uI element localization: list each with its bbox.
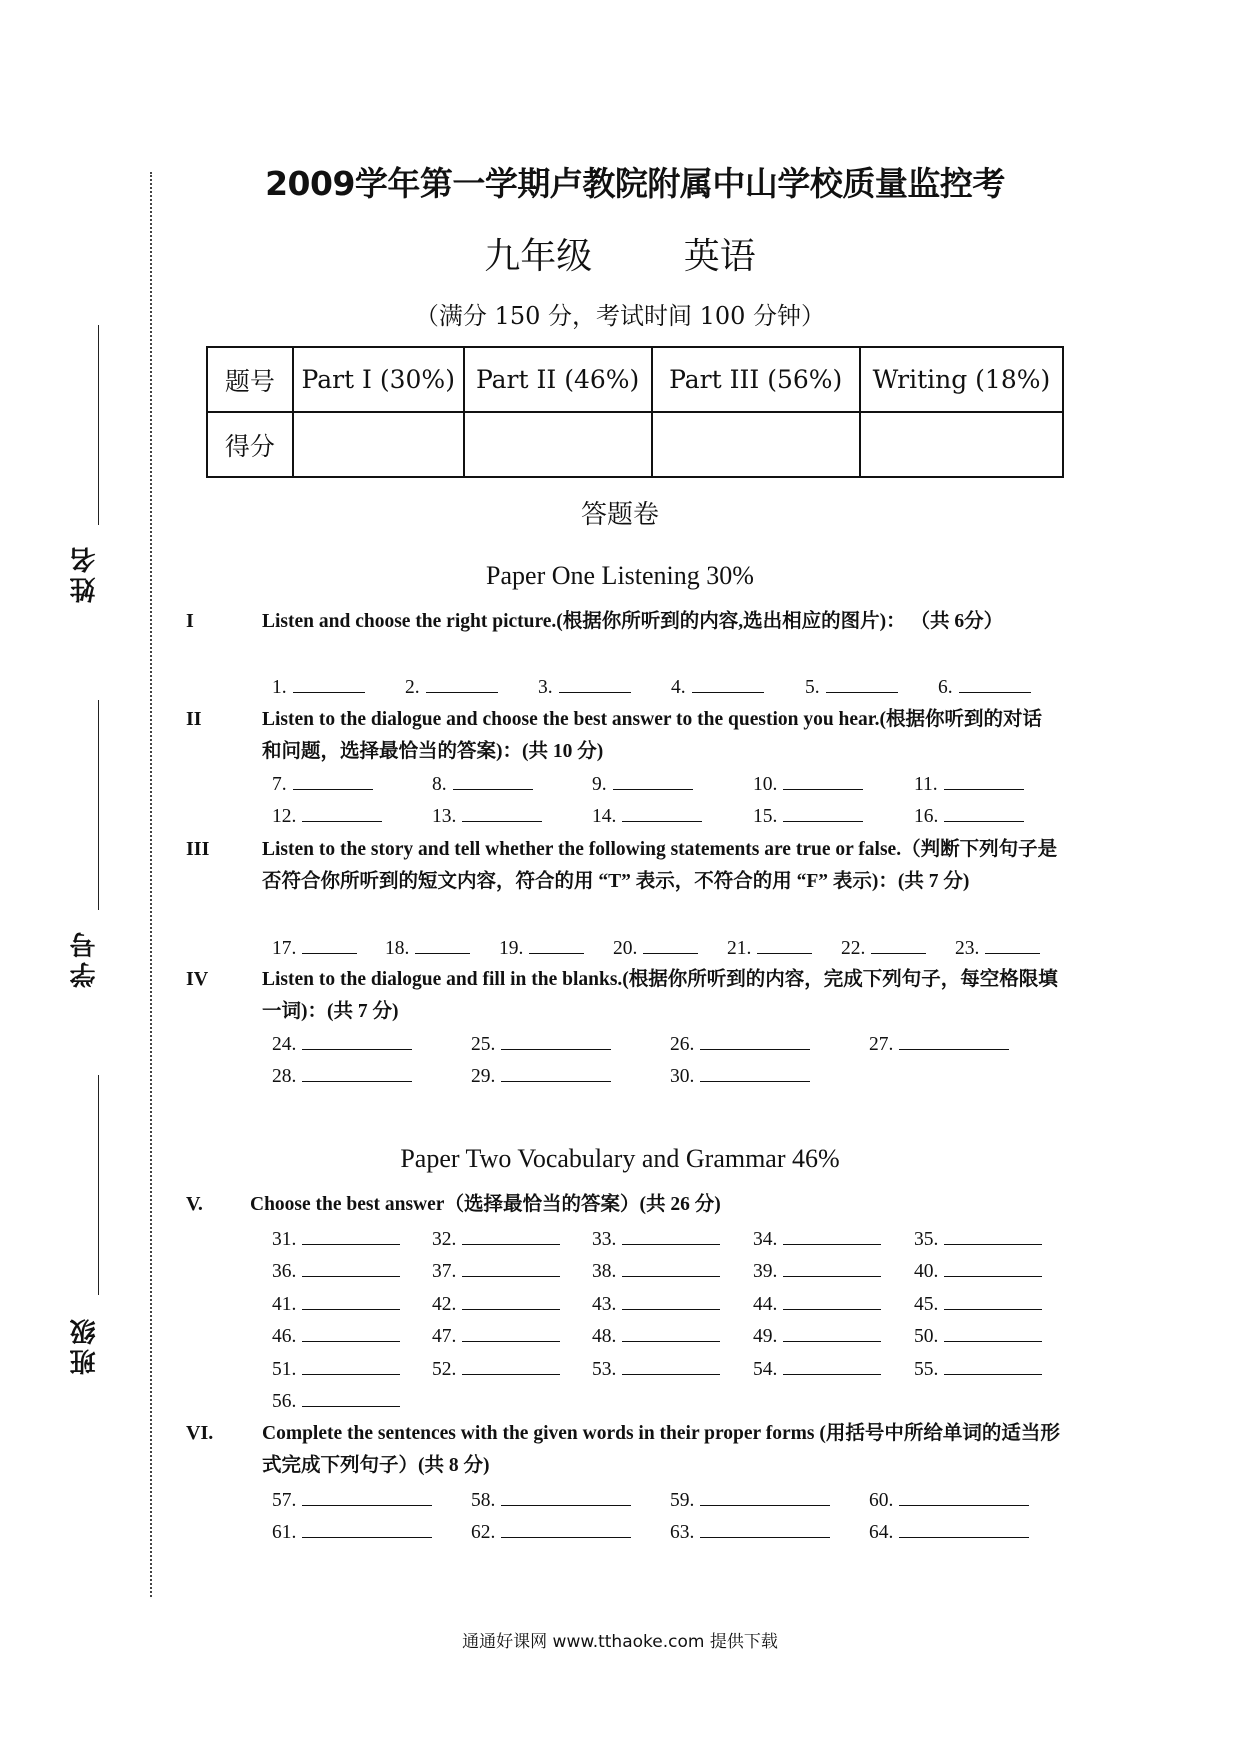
answer-blank-line[interactable] — [415, 935, 470, 954]
answer-blank-5[interactable] — [805, 674, 898, 699]
answer-blank-42[interactable] — [432, 1291, 560, 1316]
answer-blank-line[interactable] — [959, 674, 1031, 693]
answer-blank-55[interactable] — [914, 1356, 1042, 1381]
answer-blank-number: 27. — [869, 1034, 894, 1055]
answer-blank-number: 64. — [869, 1522, 894, 1543]
answer-blank-14[interactable] — [592, 803, 702, 828]
answer-blank-number: 51. — [272, 1359, 297, 1380]
answer-blank-line[interactable] — [700, 1063, 810, 1082]
answer-blank-50[interactable] — [914, 1323, 1042, 1348]
answer-blank-number: 60. — [869, 1490, 894, 1511]
answer-blank-line[interactable] — [302, 1063, 412, 1082]
row-label-score: 得分 — [207, 412, 293, 477]
answer-blank-number: 47. — [432, 1326, 457, 1347]
answer-blank-number: 33. — [592, 1229, 617, 1250]
header-part-1: Part I (30%) — [293, 347, 464, 412]
answer-blank-number: 63. — [670, 1522, 695, 1543]
answer-blank-56[interactable] — [272, 1388, 400, 1413]
answer-blank-number: 44. — [753, 1294, 778, 1315]
answer-blank-line[interactable] — [700, 1031, 810, 1050]
answer-blank-line[interactable] — [622, 1356, 720, 1375]
answer-blank-number: 22. — [841, 938, 866, 959]
answer-blank-17[interactable] — [272, 935, 357, 960]
answer-blank-line[interactable] — [783, 1356, 881, 1375]
answer-blank-line[interactable] — [501, 1519, 631, 1538]
score-cell-part-2[interactable] — [464, 412, 652, 477]
answer-blank-60[interactable] — [869, 1487, 1029, 1512]
answer-blank-line[interactable] — [643, 935, 698, 954]
student-id-label: 学号 — [70, 928, 100, 988]
answer-blank-line[interactable] — [453, 771, 533, 790]
answer-blank-number: 41. — [272, 1294, 297, 1315]
answer-blank-line[interactable] — [293, 674, 365, 693]
answer-blank-line[interactable] — [501, 1063, 611, 1082]
answer-blank-line[interactable] — [302, 1388, 400, 1407]
class-field[interactable] — [66, 1075, 106, 1395]
answer-blank-line[interactable] — [783, 1226, 881, 1245]
answer-blank-line[interactable] — [426, 674, 498, 693]
answer-blank-number: 30. — [670, 1066, 695, 1087]
answer-blank-number: 10. — [753, 774, 778, 795]
paper-two-title: Paper Two Vocabulary and Grammar 46% — [400, 1144, 840, 1173]
answer-blank-39[interactable] — [753, 1258, 881, 1283]
answer-blank-line[interactable] — [529, 935, 584, 954]
answer-blank-line[interactable] — [501, 1487, 631, 1506]
exam-note: （满分 150 分，考试时间 100 分钟） — [414, 302, 826, 330]
answer-blank-1[interactable] — [272, 674, 365, 699]
answer-blank-23[interactable] — [955, 935, 1040, 960]
answer-blank-25[interactable] — [471, 1031, 611, 1056]
header-writing: Writing (18%) — [860, 347, 1063, 412]
answer-blank-line[interactable] — [899, 1487, 1029, 1506]
answer-blank-line[interactable] — [302, 1031, 412, 1050]
answer-blank-line[interactable] — [462, 1323, 560, 1342]
question-num-3: III — [186, 838, 210, 860]
answer-blank-line[interactable] — [302, 1323, 400, 1342]
answer-blank-36[interactable] — [272, 1258, 400, 1283]
answer-blank-31[interactable] — [272, 1226, 400, 1251]
answer-blank-line[interactable] — [944, 1258, 1042, 1277]
answer-blank-16[interactable] — [914, 803, 1024, 828]
answer-blank-number: 43. — [592, 1294, 617, 1315]
answer-blank-64[interactable] — [869, 1519, 1029, 1544]
answer-blank-41[interactable] — [272, 1291, 400, 1316]
answer-blank-line[interactable] — [302, 935, 357, 954]
answer-blank-line[interactable] — [944, 1356, 1042, 1375]
answer-blank-number: 20. — [613, 938, 638, 959]
answer-blank-number: 46. — [272, 1326, 297, 1347]
question-text-3: Listen to the story and tell whether the following statements are true or false.（判断下列句子是否符合你所听到的短文内容，符合的用 “T” 表示，不符合的用 “F” 表示)：(共 7 分) — [262, 839, 1058, 892]
answer-blank-line[interactable] — [899, 1031, 1009, 1050]
answer-sheet-title: 答题卷 — [580, 500, 659, 530]
footer-text: 通通好课网 www.tthaoke.com 提供下载 — [462, 1632, 778, 1652]
answer-blank-line[interactable] — [622, 1226, 720, 1245]
score-table — [206, 346, 1064, 478]
answer-blank-number: 29. — [471, 1066, 496, 1087]
answer-blank-line[interactable] — [757, 935, 812, 954]
header-part-3: Part III (56%) — [652, 347, 860, 412]
answer-blank-20[interactable] — [613, 935, 698, 960]
answer-blank-21[interactable] — [727, 935, 812, 960]
answer-blank-32[interactable] — [432, 1226, 560, 1251]
answer-blank-number: 2. — [405, 677, 420, 698]
answer-blank-15[interactable] — [753, 803, 863, 828]
answer-blank-33[interactable] — [592, 1226, 720, 1251]
answer-blank-number: 6. — [938, 677, 953, 698]
answer-blank-line[interactable] — [700, 1519, 830, 1538]
question-text-6: Complete the sentences with the given words in their proper forms (用括号中所给单词的适当形式完成下列句子）(共 8 分) — [262, 1423, 1060, 1476]
answer-blank-number: 31. — [272, 1229, 297, 1250]
answer-blank-63[interactable] — [670, 1519, 830, 1544]
answer-blank-line[interactable] — [622, 803, 702, 822]
answer-blank-line[interactable] — [302, 803, 382, 822]
answer-blank-number: 36. — [272, 1261, 297, 1282]
answer-blank-number: 37. — [432, 1261, 457, 1282]
answer-blank-number: 28. — [272, 1066, 297, 1087]
answer-blank-6[interactable] — [938, 674, 1031, 699]
exam-subtitle — [0, 228, 1240, 279]
binding-dotted-line — [150, 172, 152, 1597]
answer-blank-line[interactable] — [302, 1519, 432, 1538]
answer-blank-number: 7. — [272, 774, 287, 795]
answer-blank-line[interactable] — [302, 1226, 400, 1245]
answer-blank-line[interactable] — [944, 1291, 1042, 1310]
answer-blank-47[interactable] — [432, 1323, 560, 1348]
answer-blank-number: 12. — [272, 806, 297, 827]
answer-blank-line[interactable] — [559, 674, 631, 693]
answer-blank-line[interactable] — [783, 1291, 881, 1310]
answer-blank-line[interactable] — [871, 935, 926, 954]
answer-blank-line[interactable] — [944, 771, 1024, 790]
answer-blank-28[interactable] — [272, 1063, 412, 1088]
answer-blank-line[interactable] — [826, 674, 898, 693]
answer-blank-line[interactable] — [700, 1487, 830, 1506]
paper-one-title: Paper One Listening 30% — [486, 561, 754, 590]
exam-title: 2009学年第一学期卢教院附属中山学校质量监控考 — [265, 164, 1005, 203]
answer-blank-12[interactable] — [272, 803, 382, 828]
answer-blank-9[interactable] — [592, 771, 693, 796]
answer-blank-61[interactable] — [272, 1519, 432, 1544]
answer-blank-line[interactable] — [899, 1519, 1029, 1538]
answer-blank-line[interactable] — [783, 1323, 881, 1342]
answer-blank-number: 55. — [914, 1359, 939, 1380]
answer-blank-number: 11. — [914, 774, 938, 795]
question-num-4: IV — [186, 968, 209, 990]
answer-blank-line[interactable] — [783, 771, 863, 790]
answer-blank-number: 57. — [272, 1490, 297, 1511]
answer-blank-24[interactable] — [272, 1031, 412, 1056]
question-num-2: II — [186, 708, 202, 730]
student-id-field[interactable] — [66, 700, 106, 1000]
answer-blank-11[interactable] — [914, 771, 1024, 796]
answer-blank-number: 48. — [592, 1326, 617, 1347]
answer-blank-3[interactable] — [538, 674, 631, 699]
answer-blank-number: 32. — [432, 1229, 457, 1250]
answer-blank-number: 8. — [432, 774, 447, 795]
answer-blank-number: 1. — [272, 677, 287, 698]
answer-blank-26[interactable] — [670, 1031, 810, 1056]
answer-blank-34[interactable] — [753, 1226, 881, 1251]
answer-blank-18[interactable] — [385, 935, 470, 960]
score-cell-writing[interactable] — [860, 412, 1063, 477]
answer-blank-line[interactable] — [783, 803, 863, 822]
answer-blank-46[interactable] — [272, 1323, 400, 1348]
answer-blank-number: 23. — [955, 938, 980, 959]
answer-blank-number: 25. — [471, 1034, 496, 1055]
answer-blank-45[interactable] — [914, 1291, 1042, 1316]
answer-blank-number: 9. — [592, 774, 607, 795]
answer-blank-line[interactable] — [622, 1258, 720, 1277]
answer-blank-number: 45. — [914, 1294, 939, 1315]
answer-blank-7[interactable] — [272, 771, 373, 796]
question-num-6: VI. — [186, 1422, 214, 1444]
question-num-1: I — [186, 610, 194, 632]
answer-blank-8[interactable] — [432, 771, 533, 796]
answer-blank-number: 21. — [727, 938, 752, 959]
answer-blank-line[interactable] — [985, 935, 1040, 954]
answer-blank-line[interactable] — [944, 1323, 1042, 1342]
answer-blank-27[interactable] — [869, 1031, 1009, 1056]
question-text-2: Listen to the dialogue and choose the best answer to the question you hear.(根据你听到的对话和问题，选择最恰当的答案)：(共 10 分) — [262, 709, 1043, 762]
answer-blank-line[interactable] — [462, 1291, 560, 1310]
answer-blank-13[interactable] — [432, 803, 542, 828]
name-label: 姓名 — [70, 543, 100, 603]
question-num-5: V. — [186, 1193, 203, 1215]
answer-blank-line[interactable] — [302, 1291, 400, 1310]
answer-blank-number: 18. — [385, 938, 410, 959]
answer-blank-number: 53. — [592, 1359, 617, 1380]
answer-blank-58[interactable] — [471, 1487, 631, 1512]
answer-blank-number: 62. — [471, 1522, 496, 1543]
answer-blank-29[interactable] — [471, 1063, 611, 1088]
answer-blank-49[interactable] — [753, 1323, 881, 1348]
answer-blank-number: 59. — [670, 1490, 695, 1511]
answer-blank-number: 34. — [753, 1229, 778, 1250]
answer-blank-number: 5. — [805, 677, 820, 698]
answer-blank-number: 61. — [272, 1522, 297, 1543]
answer-blank-number: 52. — [432, 1359, 457, 1380]
grade-label: 九年级 — [484, 236, 593, 277]
answer-blank-number: 35. — [914, 1229, 939, 1250]
answer-blank-19[interactable] — [499, 935, 584, 960]
subject-label: 英语 — [683, 236, 756, 277]
answer-blank-62[interactable] — [471, 1519, 631, 1544]
score-cell-part-3[interactable] — [652, 412, 860, 477]
answer-blank-48[interactable] — [592, 1323, 720, 1348]
answer-blank-number: 26. — [670, 1034, 695, 1055]
answer-blank-number: 3. — [538, 677, 553, 698]
question-text-5: Choose the best answer（选择最恰当的答案）(共 26 分) — [250, 1194, 721, 1215]
answer-blank-number: 56. — [272, 1391, 297, 1412]
answer-blank-number: 42. — [432, 1294, 457, 1315]
answer-blank-51[interactable] — [272, 1356, 400, 1381]
answer-blank-line[interactable] — [302, 1258, 400, 1277]
answer-blank-number: 15. — [753, 806, 778, 827]
answer-blank-44[interactable] — [753, 1291, 881, 1316]
answer-blank-4[interactable] — [671, 674, 764, 699]
row-label-question: 题号 — [207, 347, 293, 412]
answer-blank-line[interactable] — [944, 803, 1024, 822]
answer-blank-number: 39. — [753, 1261, 778, 1282]
answer-blank-59[interactable] — [670, 1487, 830, 1512]
answer-blank-line[interactable] — [462, 1226, 560, 1245]
answer-blank-number: 19. — [499, 938, 524, 959]
answer-blank-line[interactable] — [501, 1031, 611, 1050]
answer-blank-line[interactable] — [622, 1291, 720, 1310]
answer-blank-number: 14. — [592, 806, 617, 827]
answer-blank-30[interactable] — [670, 1063, 810, 1088]
answer-blank-number: 13. — [432, 806, 457, 827]
answer-blank-53[interactable] — [592, 1356, 720, 1381]
answer-blank-line[interactable] — [944, 1226, 1042, 1245]
answer-blank-line[interactable] — [622, 1323, 720, 1342]
answer-blank-line[interactable] — [783, 1258, 881, 1277]
answer-blank-line[interactable] — [462, 1258, 560, 1277]
answer-blank-52[interactable] — [432, 1356, 560, 1381]
answer-blank-number: 58. — [471, 1490, 496, 1511]
answer-blank-line[interactable] — [613, 771, 693, 790]
student-id-underline — [98, 700, 99, 910]
answer-blank-number: 40. — [914, 1261, 939, 1282]
answer-blank-number: 16. — [914, 806, 939, 827]
answer-blank-number: 24. — [272, 1034, 297, 1055]
class-underline — [98, 1075, 99, 1295]
score-cell-part-1[interactable] — [293, 412, 464, 477]
answer-blank-number: 49. — [753, 1326, 778, 1347]
question-text-1: Listen and choose the right picture.(根据你所听到的内容,选出相应的图片)： （共 6分） — [262, 611, 1004, 632]
answer-blank-54[interactable] — [753, 1356, 881, 1381]
answer-blank-number: 38. — [592, 1261, 617, 1282]
answer-blank-40[interactable] — [914, 1258, 1042, 1283]
question-text-4: Listen to the dialogue and fill in the blanks.(根据你所听到的内容，完成下列句子，每空格限填一词)：(共 7 分) — [262, 969, 1058, 1022]
answer-blank-35[interactable] — [914, 1226, 1042, 1251]
answer-blank-line[interactable] — [692, 674, 764, 693]
answer-blank-line[interactable] — [302, 1356, 400, 1375]
answer-blank-10[interactable] — [753, 771, 863, 796]
answer-blank-number: 17. — [272, 938, 297, 959]
answer-blank-line[interactable] — [462, 1356, 560, 1375]
answer-blank-number: 54. — [753, 1359, 778, 1380]
class-label: 班级 — [70, 1315, 100, 1375]
answer-blank-line[interactable] — [302, 1487, 432, 1506]
answer-blank-2[interactable] — [405, 674, 498, 699]
answer-blank-43[interactable] — [592, 1291, 720, 1316]
header-part-2: Part II (46%) — [464, 347, 652, 412]
answer-blank-line[interactable] — [293, 771, 373, 790]
answer-blank-number: 50. — [914, 1326, 939, 1347]
answer-blank-38[interactable] — [592, 1258, 720, 1283]
answer-blank-line[interactable] — [462, 803, 542, 822]
answer-blank-57[interactable] — [272, 1487, 432, 1512]
answer-blank-number: 4. — [671, 677, 686, 698]
answer-blank-37[interactable] — [432, 1258, 560, 1283]
answer-blank-22[interactable] — [841, 935, 926, 960]
